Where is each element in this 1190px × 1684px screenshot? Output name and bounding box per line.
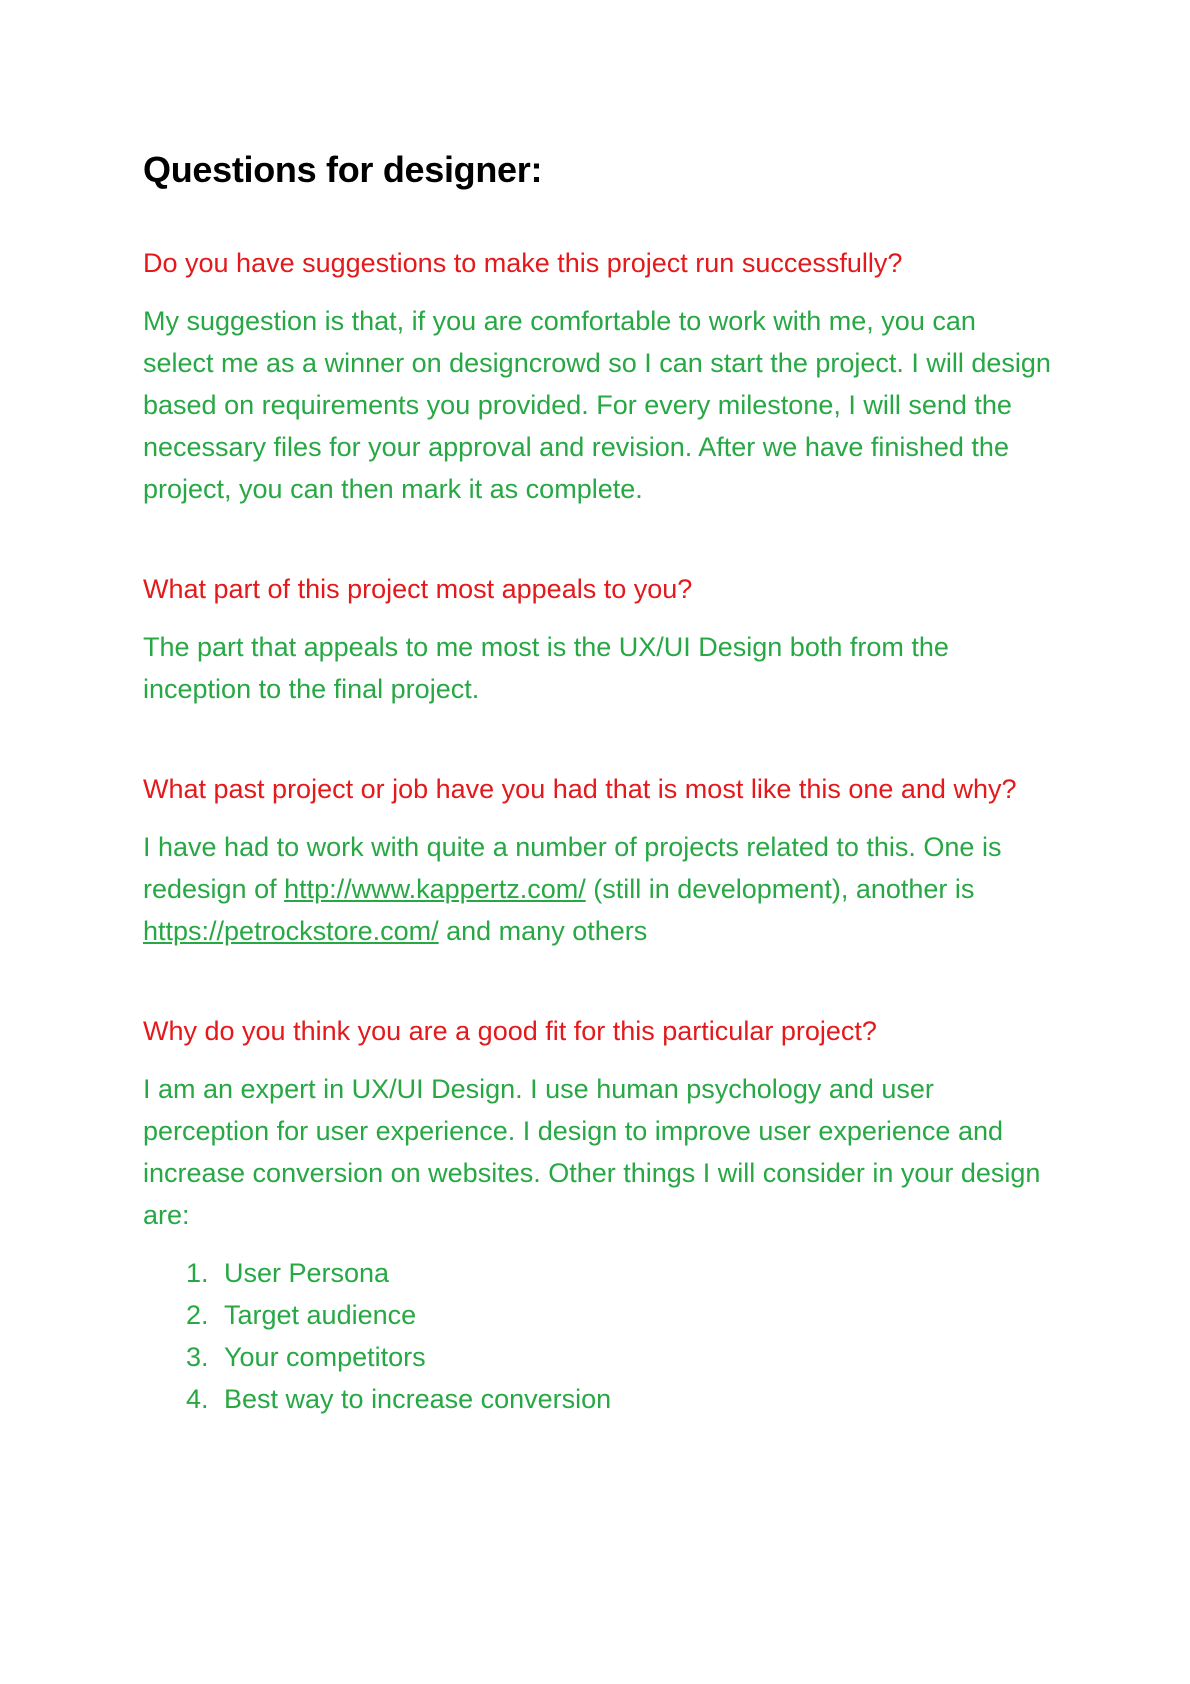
- list-item: 3. Your competitors: [216, 1336, 1053, 1378]
- list-item: 1. User Persona: [216, 1252, 1053, 1294]
- qa-section-3: [143, 768, 1053, 952]
- question-2: What part of this project most appeals to you?: [143, 574, 693, 604]
- qa-section-4: [143, 1010, 1053, 1420]
- document-page: [143, 148, 1053, 1478]
- document-title: Questions for designer:: [143, 149, 543, 190]
- answer-3-text-1: I have had to work with quite a number of projects related to this. One is redesign of: [143, 832, 1002, 904]
- question-1: Do you have suggestions to make this project run successfully?: [143, 248, 903, 278]
- qa-section-2: [143, 568, 1053, 710]
- answer-3-text-3: and many others: [438, 916, 648, 946]
- answer-3-text-2: (still in development), another is: [585, 874, 975, 904]
- question-3: What past project or job have you had that is most like this one and why?: [143, 774, 1017, 804]
- kappertz-link[interactable]: http://www.kappertz.com/: [284, 874, 586, 904]
- list-item: 4. Best way to increase conversion: [216, 1378, 1053, 1420]
- qa-section-1: [143, 242, 1053, 510]
- answer-2: The part that appeals to me most is the UX/UI Design both from the inception to the final project.: [143, 632, 949, 704]
- answer-4: I am an expert in UX/UI Design. I use human psychology and user perception for user experience. I design to improve user experience and increase conversion on websites. Other things I will consider in your design are:: [143, 1074, 1041, 1230]
- answer-3: [143, 826, 1053, 952]
- list-item: 2. Target audience: [216, 1294, 1053, 1336]
- answer-1: My suggestion is that, if you are comfortable to work with me, you can select me as a winner on designcrowd so I can start the project. I will design based on requirements you provided. For every milestone, I will send the necessary files for your approval and revision. After we have finished the project, you can then mark it as complete.: [143, 306, 1051, 504]
- petrockstore-link[interactable]: https://petrockstore.com/: [143, 916, 439, 946]
- considerations-list: [143, 1252, 1053, 1420]
- question-4: Why do you think you are a good fit for this particular project?: [143, 1016, 877, 1046]
